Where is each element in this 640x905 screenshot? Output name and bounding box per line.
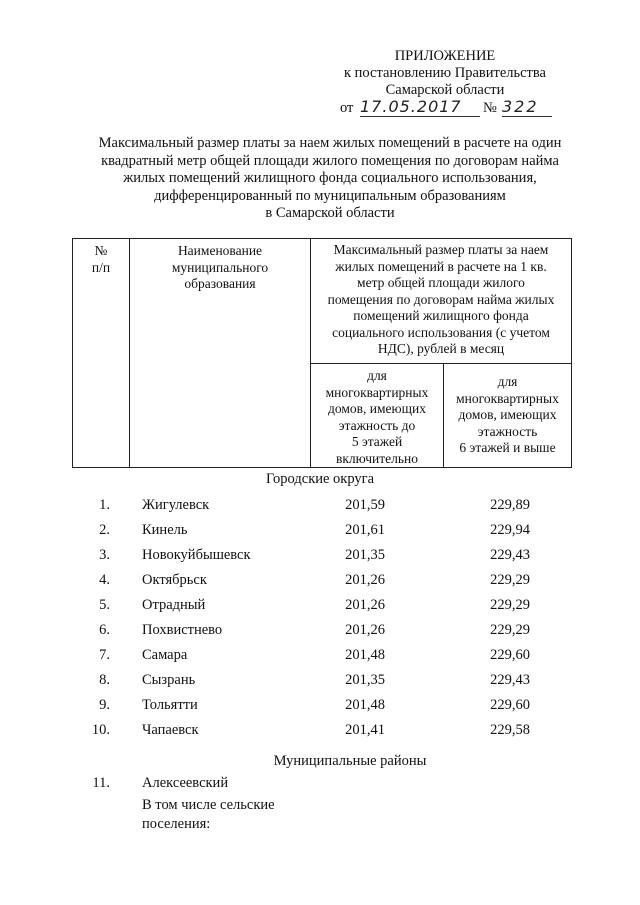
table-header bbox=[72, 238, 572, 468]
header-text: метр общей площади жилого bbox=[357, 275, 525, 290]
header-text: помещений жилищного фонда bbox=[353, 308, 529, 323]
row-value-6-plus: 229,29 bbox=[490, 597, 530, 613]
row-number: 5. bbox=[99, 597, 110, 613]
appendix-title: ПРИЛОЖЕНИЕ bbox=[394, 48, 496, 64]
title-line: дифференцированный по муниципальным образованиям bbox=[154, 187, 506, 204]
note-line: В том числе сельские bbox=[142, 797, 275, 813]
header-cell-name bbox=[129, 238, 311, 468]
title-line: жилых помещений жилищного фонда социального использования, bbox=[123, 170, 537, 186]
table-row bbox=[0, 572, 640, 590]
header-text: социального использования (с учетом bbox=[332, 324, 550, 340]
table-row bbox=[0, 672, 640, 690]
title-line: квадратный метр общей площади жилого помещения по договорам найма bbox=[101, 152, 559, 169]
table-row bbox=[0, 522, 640, 540]
row-municipality: Похвистнево bbox=[142, 622, 223, 638]
section-urban-districts: Городские округа bbox=[265, 471, 375, 487]
header-cell-max-payment bbox=[310, 238, 572, 364]
row-value-up-to-5: 201,35 bbox=[345, 672, 385, 688]
header-text: помещения по договорам найма жилых bbox=[327, 291, 555, 307]
header-text: Наименование bbox=[177, 243, 263, 258]
table-row bbox=[0, 775, 640, 793]
header-text: этажность bbox=[477, 423, 538, 439]
row-value-6-plus: 229,60 bbox=[490, 647, 530, 663]
header-text: для bbox=[367, 368, 387, 383]
table-row bbox=[0, 647, 640, 665]
header-text: домов, имеющих bbox=[458, 407, 557, 422]
row-municipality: Жигулевск bbox=[142, 497, 210, 513]
row-number: 2. bbox=[99, 522, 110, 538]
row-value-up-to-5: 201,26 bbox=[345, 597, 385, 613]
row-number: 10. bbox=[91, 722, 110, 738]
row-value-6-plus: 229,58 bbox=[490, 722, 530, 738]
resolution-date-number bbox=[340, 98, 570, 120]
table-row bbox=[0, 597, 640, 615]
row-municipality: Октябрьск bbox=[142, 572, 207, 588]
section-municipal-districts: Муниципальные районы bbox=[273, 753, 427, 769]
document-title bbox=[40, 135, 620, 223]
from-label: от bbox=[340, 100, 354, 116]
row-value-6-plus: 229,94 bbox=[490, 522, 530, 538]
row-municipality: Чапаевск bbox=[142, 722, 199, 738]
row-municipality: Новокуйбышевск bbox=[142, 547, 251, 563]
row-value-6-plus: 229,60 bbox=[490, 697, 530, 713]
row-number: 4. bbox=[99, 572, 110, 588]
header-cell-6-floors-and-above bbox=[443, 363, 572, 468]
table-row bbox=[0, 497, 640, 515]
header-text: этажность до bbox=[338, 417, 416, 433]
row-value-up-to-5: 201,26 bbox=[345, 572, 385, 588]
table-row bbox=[0, 697, 640, 715]
row-number: 3. bbox=[99, 547, 110, 563]
header-text: жилых помещений в расчете на 1 кв. bbox=[335, 258, 547, 274]
row-value-up-to-5: 201,41 bbox=[345, 722, 385, 738]
row-value-6-plus: 229,29 bbox=[490, 572, 530, 588]
note-line: поселения: bbox=[142, 816, 211, 832]
row-value-up-to-5: 201,26 bbox=[345, 622, 385, 638]
header-cell-number bbox=[72, 238, 130, 468]
header-text: Максимальный размер платы за наем bbox=[333, 242, 549, 257]
row-value-up-to-5: 201,59 bbox=[345, 497, 385, 513]
row-municipality: Тольятти bbox=[142, 697, 198, 713]
row-value-6-plus: 229,43 bbox=[490, 672, 530, 688]
header-cell-up-to-5-floors bbox=[310, 363, 444, 468]
header-text: п/п bbox=[91, 259, 111, 275]
header-text: 6 этажей и выше bbox=[459, 440, 556, 455]
row-value-6-plus: 229,43 bbox=[490, 547, 530, 563]
resolution-number: 322 bbox=[502, 97, 552, 117]
table-row bbox=[0, 622, 640, 640]
appendix-line-1: к постановлению Правительства bbox=[344, 65, 546, 81]
resolution-date: 17.05.2017 bbox=[360, 97, 480, 117]
row-value-up-to-5: 201,35 bbox=[345, 547, 385, 563]
header-text: многоквартирных bbox=[456, 390, 559, 406]
row-number: 1. bbox=[99, 497, 110, 513]
row-municipality: Сызрань bbox=[142, 672, 196, 688]
row-number: 6. bbox=[99, 622, 110, 638]
header-text: НДС), рублей в месяц bbox=[377, 341, 505, 356]
header-text: включительно bbox=[335, 450, 418, 466]
appendix-line-2: Самарской области bbox=[385, 82, 505, 98]
table-row bbox=[0, 547, 640, 565]
row-note bbox=[142, 796, 275, 834]
row-municipality: Отрадный bbox=[142, 597, 206, 613]
header-text: № bbox=[94, 243, 108, 258]
row-number: 7. bbox=[99, 647, 110, 663]
header-text: муниципального bbox=[171, 259, 269, 275]
number-label: № bbox=[483, 100, 497, 116]
row-number: 8. bbox=[99, 672, 110, 688]
row-value-6-plus: 229,89 bbox=[490, 497, 530, 513]
table-row bbox=[0, 722, 640, 740]
row-value-up-to-5: 201,48 bbox=[345, 697, 385, 713]
row-municipality: Алексеевский bbox=[142, 775, 229, 791]
header-text: многоквартирных bbox=[325, 384, 429, 400]
header-text: для bbox=[497, 374, 518, 389]
row-number: 11. bbox=[92, 775, 110, 791]
header-text: образования bbox=[184, 276, 256, 291]
header-text: домов, имеющих bbox=[328, 401, 426, 416]
row-value-up-to-5: 201,48 bbox=[345, 647, 385, 663]
row-number: 9. bbox=[99, 697, 110, 713]
row-value-up-to-5: 201,61 bbox=[345, 522, 385, 538]
row-value-6-plus: 229,29 bbox=[490, 622, 530, 638]
row-municipality: Самара bbox=[142, 647, 188, 663]
title-line: в Самарской области bbox=[265, 205, 395, 221]
title-line: Максимальный размер платы за наем жилых помещений в расчете на один bbox=[98, 135, 562, 151]
header-text: 5 этажей bbox=[351, 434, 403, 449]
row-municipality: Кинель bbox=[142, 522, 188, 538]
